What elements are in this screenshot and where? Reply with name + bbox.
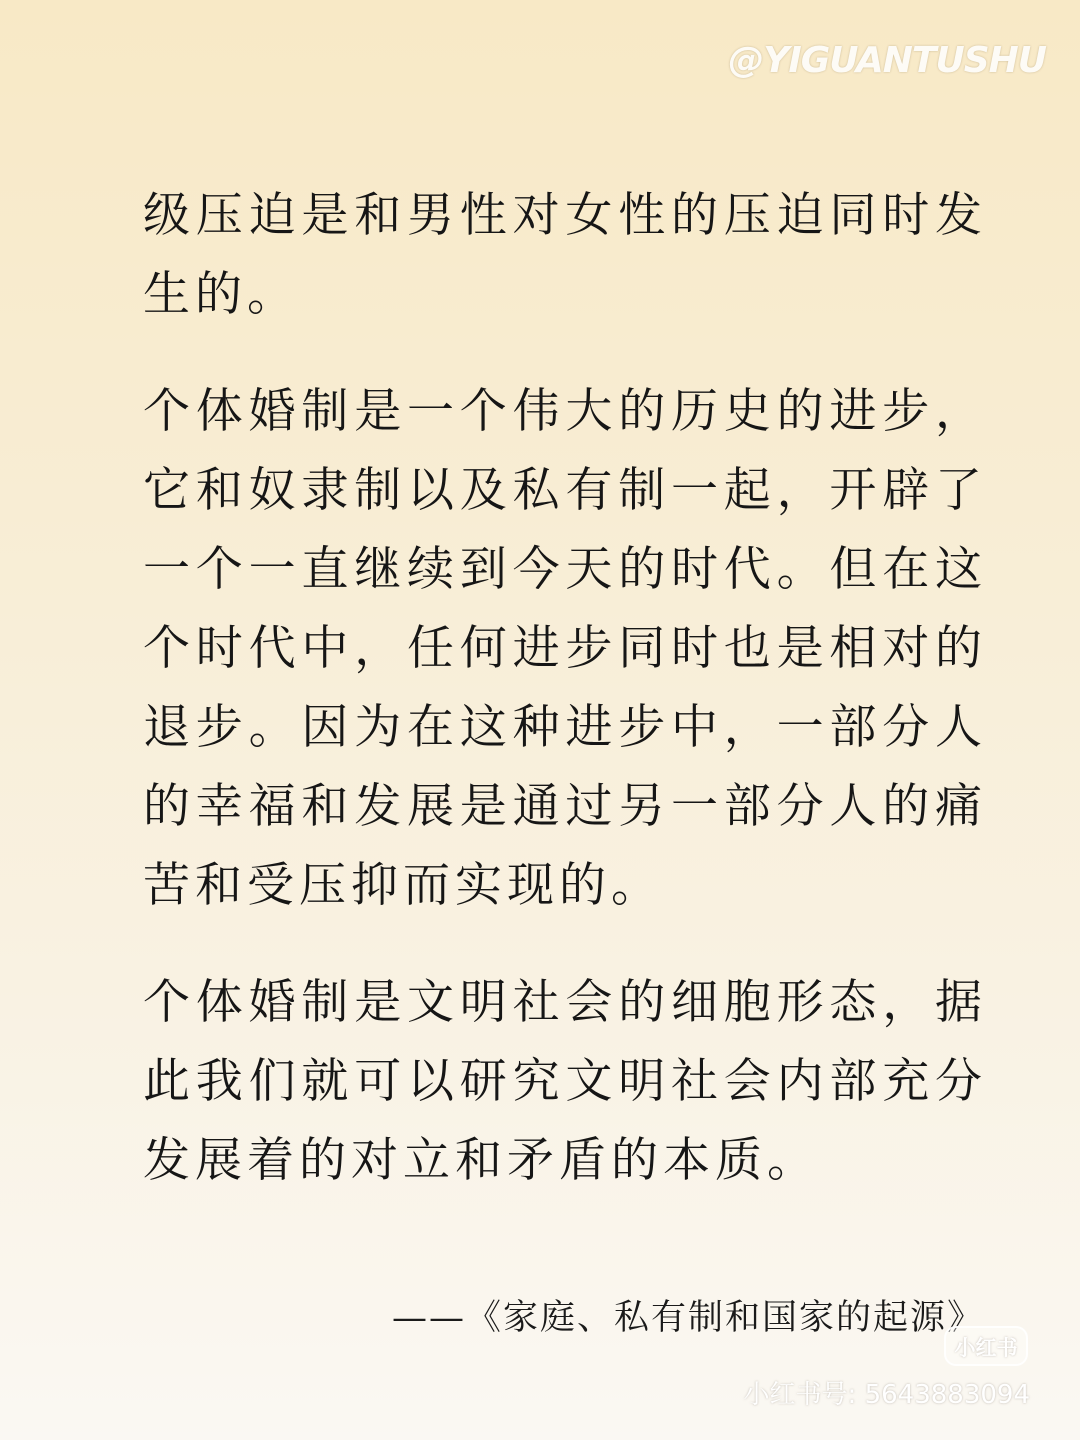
platform-user-id: 小红书号: 5643883094 xyxy=(743,1380,1030,1410)
paragraph-1: 级压迫是和男性对女性的压迫同时发生的。 xyxy=(143,188,987,322)
platform-logo: 小红书 xyxy=(944,1326,1028,1366)
quote-body xyxy=(143,176,987,1238)
watermark-handle: @YIGUANTUSHU xyxy=(728,40,1046,81)
source-citation: ——《家庭、私有制和国家的起源》 xyxy=(391,1298,984,1338)
paragraph-3: 个体婚制是文明社会的细胞形态，据此我们就可以研究文明社会内部充分发展着的对立和矛盾的本质。 xyxy=(143,975,987,1188)
paragraph-2: 个体婚制是一个伟大的历史的进步，它和奴隶制以及私有制一起，开辟了一个一直继续到今天的时代。但在这个时代中，任何进步同时也是相对的退步。因为在这种进步中，一部分人的幸福和发展是通过另一部分人的痛苦和受压抑而实现的。 xyxy=(143,384,987,913)
